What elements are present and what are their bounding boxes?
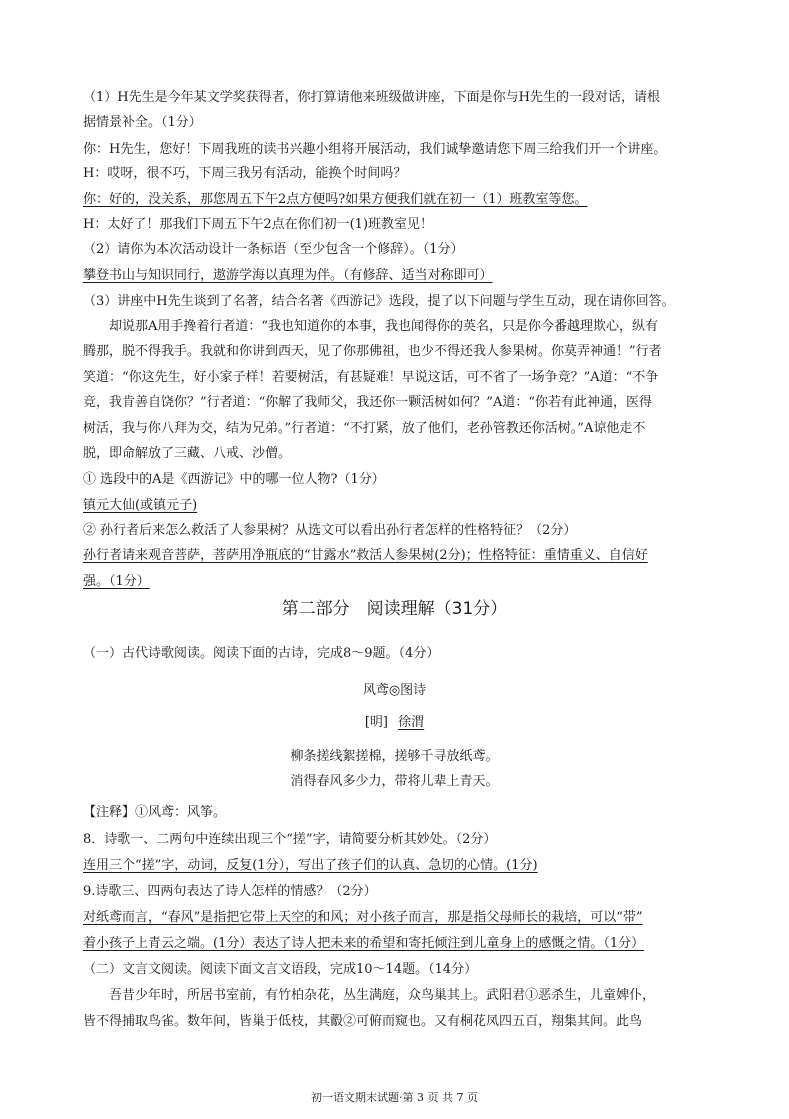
page-footer: 初一语文期末试题·第 3 页 共 7 页: [311, 1091, 478, 1104]
text-line: 腾那，脱不得我手。我就和你讲到西天，见了你那佛祖，也少不得还我人参果树。你莫弄神通！”行者: [83, 344, 662, 359]
text-line: （二）文言文阅读。阅读下面文言文语段，完成10～14题。（14分）: [83, 962, 478, 977]
text-line: H：哎呀，很不巧，下周三我另有活动，能换个时间吗？: [83, 166, 407, 181]
text-line: （一）古代诗歌阅读。阅读下面的古诗，完成8～9题。（4分）: [83, 646, 440, 661]
text-line: 你：H先生，您好！下周我班的读书兴趣小组将开展活动，我们诚挚邀请您下周三给我们开一个讲座。: [83, 142, 667, 157]
text-line: 连用三个“搓”字，动词，反复(1分），写出了孩子们的认真、急切的心情。(1分): [83, 858, 538, 873]
poem-line-2: 消得春风多少力，带将儿辈上青天。: [290, 774, 499, 789]
section-title: 第二部分 阅读理解（31分）: [281, 599, 508, 619]
poem-dynasty: [明]: [364, 715, 388, 730]
text-line: ① 选段中的A是《西游记》中的哪一位人物?（1分）: [83, 472, 385, 487]
text-line: 攀登书山与知识同行，遨游学海以真理为伴。（有修辞、适当对称即可）: [83, 268, 493, 283]
text-line: 脱，即命解放了三藏、八戒、沙僧。: [83, 446, 292, 461]
text-line: （2）请你为本次活动设计一条标语（至少包含一个修辞）。（1分）: [83, 242, 464, 257]
text-line: （3）讲座中H先生谈到了名著，结合名著《西游记》选段，提了以下问题与学生互动，现在请你回答。: [83, 294, 675, 309]
text-line: 却说那A用手搀着行者道：“我也知道你的本事，我也闻得你的英名，只是你今番越理欺心，纵有: [109, 319, 659, 334]
text-line: 8．诗歌一、二两句中连续出现三个“搓”字，请简要分析其妙处。（2分）: [83, 832, 497, 847]
poem-title: 风鸢◎图诗: [362, 683, 427, 698]
poem-line-1: 柳条搓线絮搓棉，搓够千寻放纸鸢。: [290, 749, 499, 764]
text-line: ② 孙行者后来怎么救活了人参果树？从选文可以看出孙行者怎样的性格特征？（2分）: [83, 523, 577, 538]
poem-author: 徐渭: [398, 715, 425, 730]
text-line: 对纸鸢而言，“春风”是指把它带上天空的和风；对小孩子而言，那是指父母师长的栽培，可以“带”: [83, 910, 643, 925]
text-line: 【注释】①风鸢：风筝。: [83, 805, 227, 820]
poem-byline: [0, 713, 789, 732]
text-line: 9.诗歌三、四两句表达了诗人怎样的情感？（2分）: [83, 884, 377, 899]
text-line: 吾昔少年时，所居书室前，有竹柏杂花，丛生满庭，众鸟巢其上。武阳君①恶杀生，儿童婢仆，: [109, 988, 656, 1003]
text-line: 强。（1分）: [83, 574, 150, 589]
text-line: 孙行者请来观音菩萨，菩萨用净瓶底的“甘露水”救活人参果树(2分)；性格特征：重情重义、自信好: [83, 548, 648, 563]
text-line: 竞，我肯善自饶你？”行者道：“你解了我师父，我还你一颗活树如何？”A道：“你若有此神通，医得: [83, 395, 652, 410]
text-line: 树活，我与你八拜为交，结为兄弟。”行者道：“不打紧，放了他们，老孙管教还你活树。”A谅他走不: [83, 421, 646, 436]
text-line: 皆不得捕取鸟雀。数年间，皆巢于低枝，其鷇②可俯而窥也。又有桐花凤四五百，翔集其间。此鸟: [83, 1014, 643, 1029]
text-line: 笑道：“你这先生，好小家子样！若要树活，有甚疑难！早说这话，可不省了一场争竞？”A道：“不争: [83, 370, 659, 385]
text-line: 镇元大仙(或镇元子): [83, 498, 198, 513]
text-line: 据情景补全。（1分）: [83, 115, 202, 130]
text-line: （1）H先生是今年某文学奖获得者，你打算请他来班级做讲座，下面是你与H先生的一段对话，请根: [83, 90, 660, 105]
text-line: H：太好了！那我们下周五下午2点在你们初一(1)班教室见！: [83, 217, 434, 232]
text-line: 你：好的，没关系，那您周五下午2点方便吗?如果方便我们就在初一（1）班教室等您。: [83, 192, 588, 207]
text-line: 着小孩子上青云之端。(1分）表达了诗人把未来的希望和寄托倾注到儿童身上的感慨之情。（1分）: [83, 936, 645, 951]
